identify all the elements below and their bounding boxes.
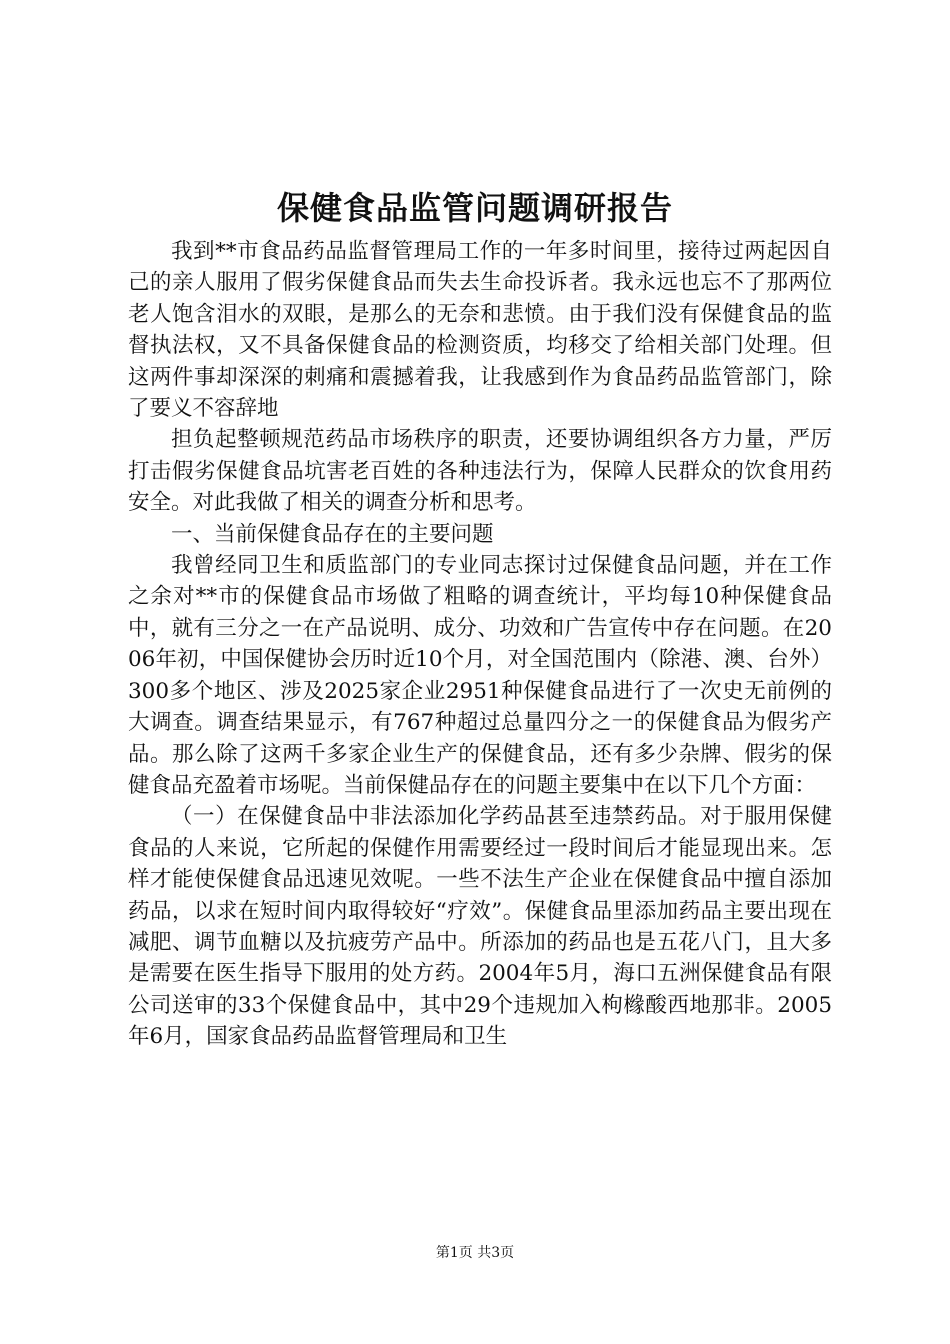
paragraph-intro: 我到**市食品药品监督管理局工作的一年多时间里，接待过两起因自己的亲人服用了假劣保健食品而失去生命投诉者。我永远也忘不了那两位老人饱含泪水的双眼，是那么的无奈和悲愤。由于我们没有保健食品的监督执法权，又不具备保健食品的检测资质，均移交了给相关部门处理。但这两件事却深深的刺痛和震撼着我，让我感到作为食品药品监管部门，除了要义不容辞地 — [128, 239, 832, 422]
document-body — [128, 236, 832, 1053]
page-footer: 第1页 共3页 — [435, 1245, 515, 1261]
paragraph-illegal-additives: （一）在保健食品中非法添加化学药品甚至违禁药品。对于服用保健食品的人来说，它所起的保健作用需要经过一段时间后才能显现出来。怎样才能使保健食品迅速见效呢。一些不法生产企业在保健食品中擅自添加药品，以求在短时间内取得较好“疗效”。保健食品里添加药品主要出现在减肥、调节血糖以及抗疲劳产品中。所添加的药品也是五花八门，且大多是需要在医生指导下服用的处方药。2004年5月，海口五洲保健食品有限公司送审的33个保健食品中，其中29个违规加入枸橼酸西地那非。2005年6月，国家食品药品监督管理局和卫生 — [128, 804, 832, 1050]
paragraph-survey: 我曾经同卫生和质监部门的专业同志探讨过保健食品问题，并在工作之余对**市的保健食品市场做了粗略的调查统计，平均每10种保健食品中，就有三分之一在产品说明、成分、功效和广告宣传中存在问题。在2006年初，中国保健协会历时近10个月，对全国范围内（除港、澳、台外）300多个地区、涉及2025家企业2951种保健食品进行了一次史无前例的大调查。调查结果显示，有767种超过总量四分之一的保健食品为假劣产品。那么除了这两千多家企业生产的保健食品，还有多少杂牌、假劣的保健食品充盈着市场呢。当前保健品存在的问题主要集中在以下几个方面： — [128, 553, 832, 798]
section-heading-main-problems: 一、当前保健食品存在的主要问题 — [171, 521, 494, 547]
paragraph-responsibility: 担负起整顿规范药品市场秩序的职责，还要协调组织各方力量，严厉打击假劣保健食品坑害老百姓的各种违法行为，保障人民群众的饮食用药安全。对此我做了相关的调查分析和思考。 — [128, 427, 832, 516]
page-title: 保健食品监管问题调研报告 — [276, 189, 673, 227]
